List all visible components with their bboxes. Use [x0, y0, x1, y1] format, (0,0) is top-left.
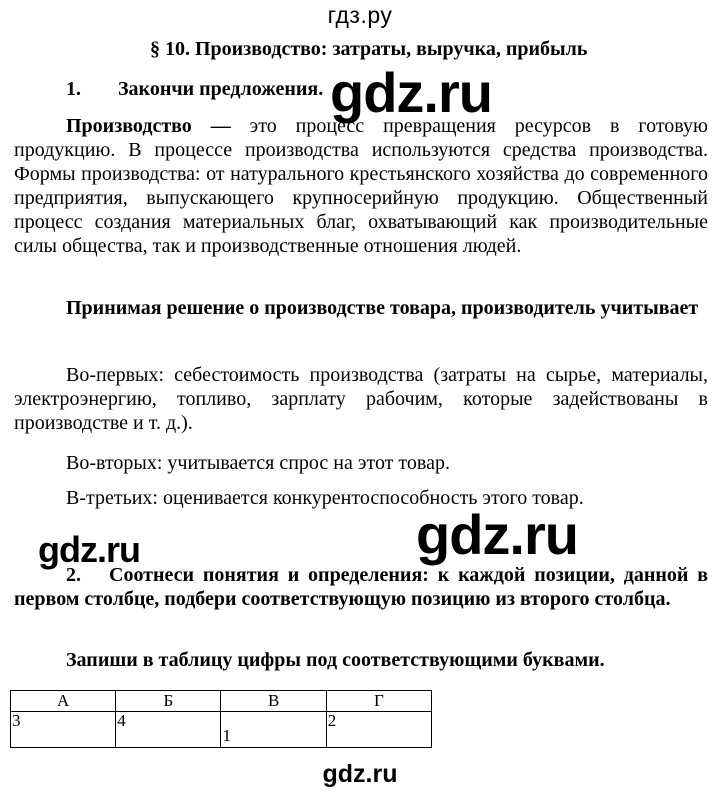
value-cell-g [326, 712, 431, 748]
site-header-title[interactable]: гдз.ру [327, 2, 393, 28]
secondly-paragraph: Во-вторых: учитывается спрос на этот товар. [66, 452, 450, 474]
thirdly-paragraph: В-третьих: оценивается конкурентоспособность этого товар. [66, 487, 584, 509]
firstly-paragraph: Во-первых: себестоимость производства (затраты на сырье, материалы, электроэнергию, топливо, зарплату рабочим, которые задействованы в производстве и т. д.). [14, 364, 708, 434]
definition-term: Производство — [66, 115, 231, 137]
task2-number: 2. [66, 564, 81, 586]
value-b: 4 [117, 711, 126, 730]
section-title: § 10. Производство: затраты, выручка, прибыль [150, 38, 588, 60]
value-a: 3 [12, 711, 21, 730]
answer-table-header-row [11, 691, 432, 712]
answer-table [10, 690, 432, 748]
value-cell-b [116, 712, 221, 748]
header-cell-v: В [221, 691, 326, 712]
value-g: 2 [327, 711, 337, 730]
task1-number: 1. [66, 78, 81, 100]
header-cell-g: Г [326, 691, 431, 712]
value-cell-v [221, 712, 326, 748]
footer-watermark: gdz.ru [322, 760, 398, 788]
task2-instruction [14, 563, 708, 611]
header-cell-a: А [11, 691, 116, 712]
value-cell-a [11, 712, 116, 748]
task1-instruction: Закончи предложения. [118, 78, 324, 100]
header-cell-b: Б [116, 691, 221, 712]
watermark-large-2: gdz.ru [416, 503, 578, 566]
decision-heading: Принимая решение о производстве товара, производитель учитывает [66, 297, 699, 319]
answer-table-value-row [11, 712, 432, 748]
watermark-medium: gdz.ru [38, 529, 140, 570]
value-v: 1 [222, 726, 231, 745]
table-instruction: Запиши в таблицу цифры под соответствующими буквами. [66, 649, 605, 671]
task2-instruction-text: Соотнеси понятия и определения: к каждой позиции, данной в первом столбце, подбери соответствующую позицию из второго столбца. [14, 564, 708, 610]
watermark-large-1: gdz.ru [330, 61, 492, 124]
production-definition [14, 114, 708, 258]
definition-text: это процесс превращения ресурсов в готовую продукцию. В процессе производства используются средства производства. Формы производства: от натурального крестьянского хозяйства до современного предприятия, выпускающего крупносерийную продукцию. Общественный процесс создания материальных благ, охватывающий как производительные силы общества, так и производственные отношения людей. [14, 115, 709, 257]
